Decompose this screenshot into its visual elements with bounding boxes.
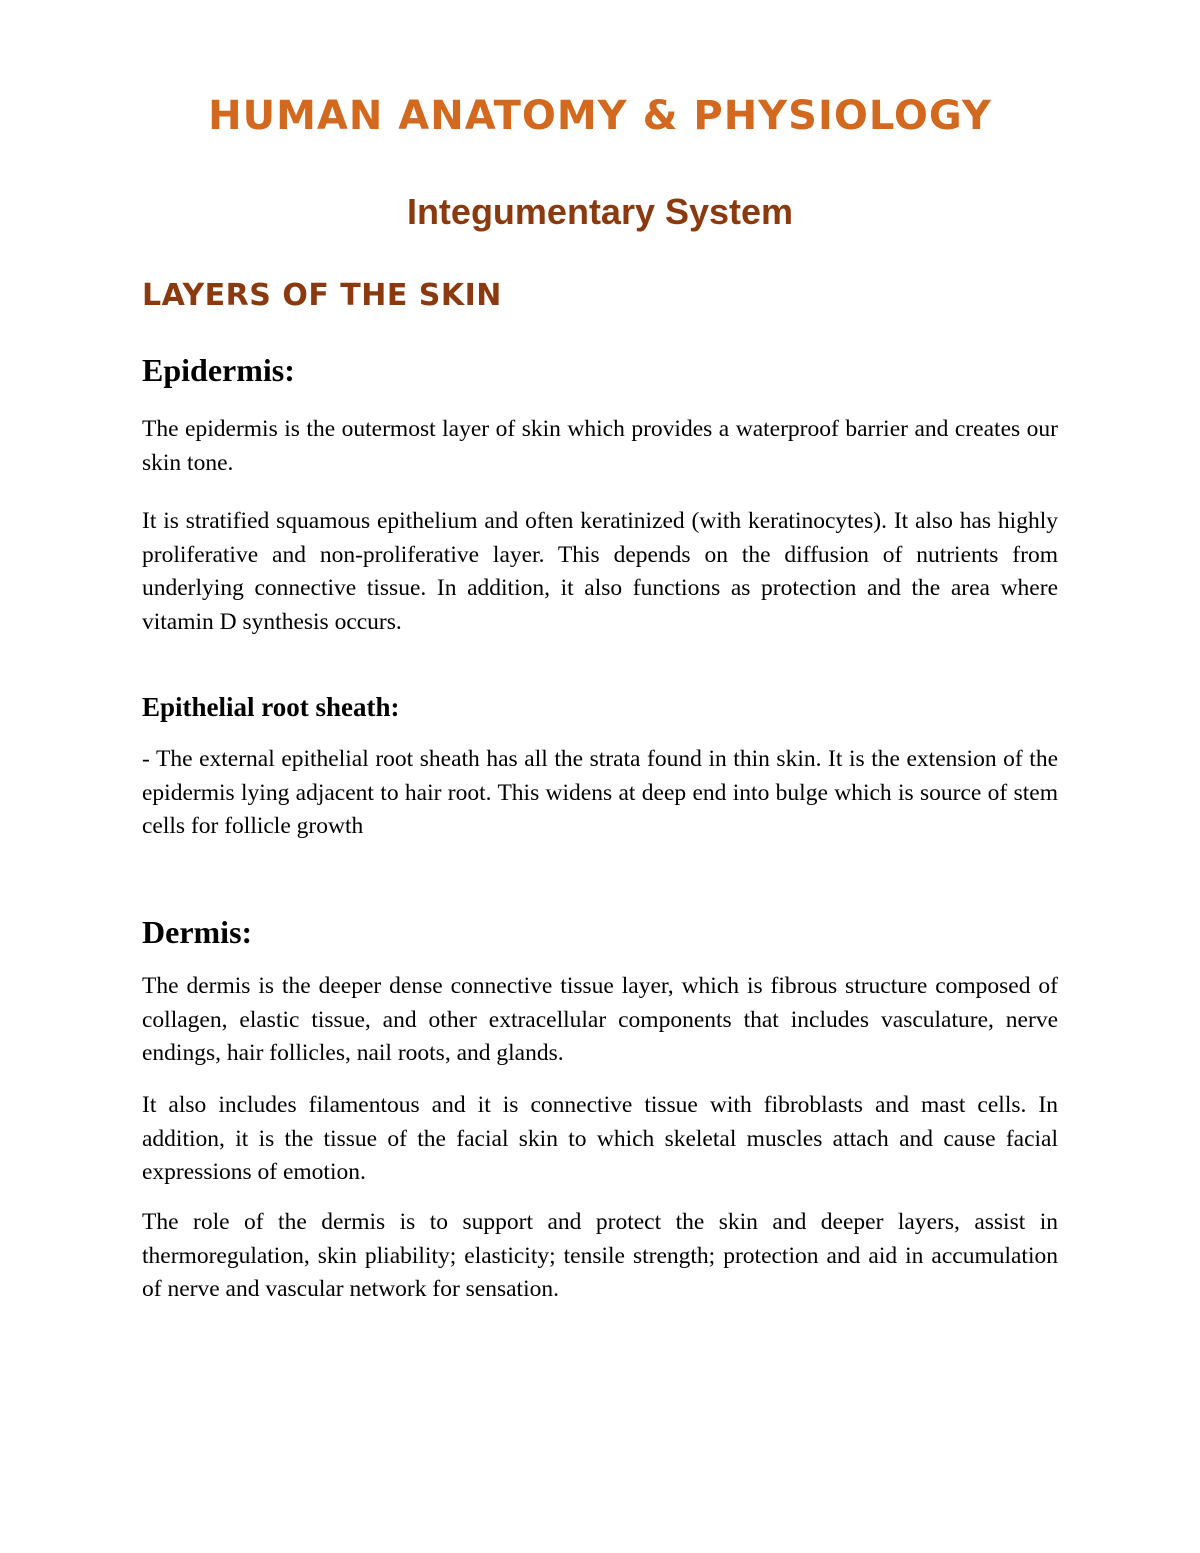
dermis-paragraph-1: The dermis is the deeper dense connective tissue layer, which is fibrous structure composed of collagen, elastic tissue, and other extracellular components that includes vasculature, nerve endings, hair follicles, nail roots, and glands. — [142, 973, 1058, 1066]
dermis-paragraph-3: The role of the dermis is to support and protect the skin and deeper layers, assist in thermoregulation, skin pliability; elasticity; tensile strength; protection and aid in accumulation of nerve and vascular network for sensation. — [142, 1209, 1058, 1302]
epidermis-heading: Epidermis: — [142, 352, 295, 388]
document-subtitle: Integumentary System — [406, 191, 794, 232]
section-title: LAYERS OF THE SKIN — [142, 278, 502, 313]
epithelial-root-sheath-paragraph: - The external epithelial root sheath has all the strata found in thin skin. It is the extension of the epidermis lying adjacent to hair root. This widens at deep end into bulge which is source of stem cells for follicle growth — [142, 746, 1058, 839]
document-title: HUMAN ANATOMY & PHYSIOLOGY — [208, 93, 992, 139]
epithelial-root-sheath-heading: Epithelial root sheath: — [142, 692, 400, 722]
dermis-heading: Dermis: — [142, 914, 253, 950]
epidermis-paragraph-2: It is stratified squamous epithelium and often keratinized (with keratinocytes). It also has highly proliferative and non-proliferative layer. This depends on the diffusion of nutrients from underlying connective tissue. In addition, it also functions as protection and the area where vitamin D synthesis occurs. — [142, 508, 1058, 635]
dermis-paragraph-2: It also includes filamentous and it is connective tissue with fibroblasts and mast cells. In addition, it is the tissue of the facial skin to which skeletal muscles attach and cause facial expressions of emotion. — [142, 1092, 1058, 1185]
epidermis-paragraph-1: The epidermis is the outermost layer of skin which provides a waterproof barrier and creates our skin tone. — [142, 416, 1058, 476]
